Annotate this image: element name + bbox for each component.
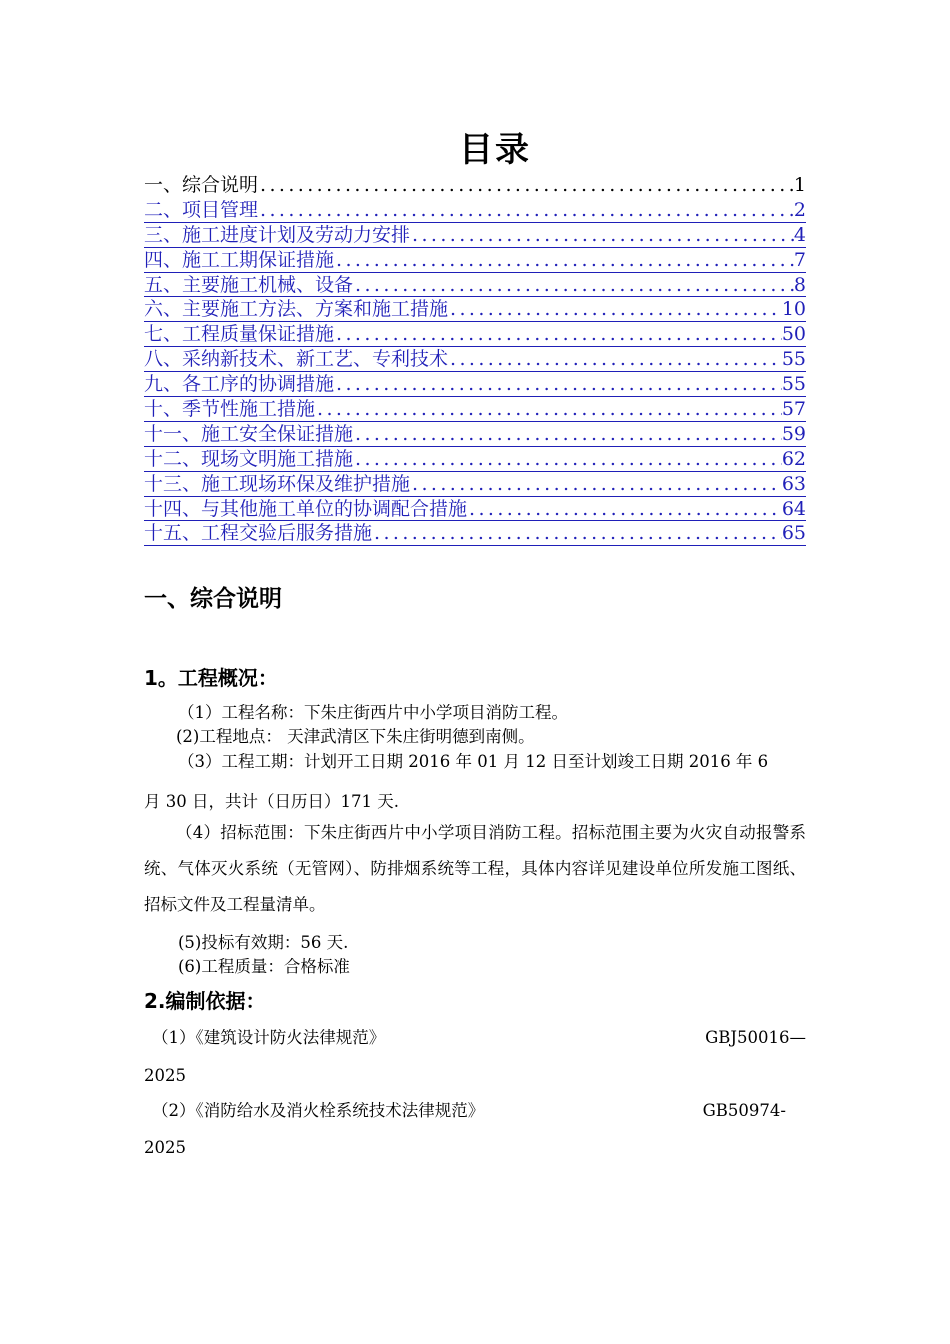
toc-entry-7[interactable]	[144, 322, 806, 347]
toc-entry-4[interactable]	[144, 248, 806, 273]
toc-entry-label: 十四、与其他施工单位的协调配合措施	[144, 497, 468, 520]
toc-leader-dots	[372, 521, 782, 546]
reference-year: 2025	[144, 1138, 186, 1157]
toc-leader-dots	[334, 248, 794, 273]
toc-entry-9[interactable]	[144, 372, 806, 397]
reference-code: GBJ50016—	[705, 1028, 806, 1047]
overview-item-quality: (6)工程质量：合格标准	[178, 957, 350, 976]
toc-entry-page: 55	[781, 348, 806, 371]
reference-year: 2025	[144, 1066, 186, 1085]
overview-item-schedule-cont: 月 30 日，共计（日历日）171 天.	[144, 792, 399, 811]
toc-entry-page: 63	[781, 472, 806, 495]
toc-leader-dots	[258, 198, 794, 223]
toc-entry-label: 七、工程质量保证措施	[144, 323, 335, 346]
toc-entry-page: 4	[793, 223, 806, 246]
toc-entry-2[interactable]	[144, 198, 806, 223]
toc-leader-dots	[410, 472, 782, 497]
toc-entry-label: 二、项目管理	[144, 198, 259, 221]
toc-entry-page: 64	[781, 497, 806, 520]
overview-item-validity: (5)投标有效期：56 天.	[178, 933, 349, 952]
toc-entry-page: 1	[793, 174, 806, 196]
toc-entry-page: 59	[781, 422, 806, 445]
overview-item-bid-scope: （4）招标范围：下朱庄街西片中小学项目消防工程。招标范围主要为火灾自动报警系统、气体灭火系统（无管网）、防排烟系统等工程，具体内容详见建设单位所发施工图纸、招标文件及工程量清单。	[144, 823, 806, 914]
toc-entry-page: 10	[781, 298, 806, 321]
toc-entry-11[interactable]	[144, 422, 806, 447]
toc-entry-label: 九、各工序的协调措施	[144, 373, 335, 396]
overview-item-schedule: （3）工程工期：计划开工日期 2016 年 01 月 12 日至计划竣工日期 2016 年 6	[178, 752, 769, 771]
toc-leader-dots	[353, 422, 782, 447]
toc-entry-label: 三、施工进度计划及劳动力安排	[144, 223, 411, 246]
toc-leader-dots	[353, 273, 794, 298]
table-of-contents	[144, 173, 806, 546]
toc-entry-page: 65	[781, 522, 806, 545]
toc-entry-label: 四、施工工期保证措施	[144, 248, 335, 271]
toc-entry-label: 十二、现场文明施工措施	[144, 447, 354, 470]
toc-leader-dots	[258, 173, 794, 198]
toc-entry-label: 十一、施工安全保证措施	[144, 422, 354, 445]
subsection-heading-overview: 1。工程概况：	[144, 666, 278, 690]
toc-entry-label: 十五、工程交验后服务措施	[144, 522, 373, 545]
toc-entry-15[interactable]	[144, 521, 806, 546]
toc-entry-label: 八、采纳新技术、新工艺、专利技术	[144, 348, 449, 371]
toc-entry-10[interactable]	[144, 397, 806, 422]
toc-leader-dots	[334, 322, 782, 347]
toc-entry-5[interactable]	[144, 273, 806, 298]
toc-leader-dots	[353, 447, 782, 472]
toc-entry-13[interactable]	[144, 472, 806, 497]
toc-leader-dots	[448, 297, 782, 322]
toc-entry-1[interactable]	[144, 173, 806, 198]
toc-entry-label: 十、季节性施工措施	[144, 398, 316, 421]
toc-leader-dots	[334, 372, 782, 397]
toc-entry-6[interactable]	[144, 297, 806, 322]
toc-entry-page: 62	[781, 447, 806, 470]
toc-title: 目录	[459, 130, 531, 170]
toc-leader-dots	[448, 347, 782, 372]
toc-entry-label: 一、综合说明	[144, 174, 259, 196]
reference-title: （2）《消防给水及消火栓系统技术法律规范》	[152, 1101, 485, 1120]
toc-entry-page: 55	[781, 373, 806, 396]
reference-title: （1）《建筑设计防火法律规范》	[152, 1028, 386, 1047]
section-heading: 一、综合说明	[144, 586, 282, 612]
toc-entry-3[interactable]	[144, 223, 806, 248]
toc-entry-label: 六、主要施工方法、方案和施工措施	[144, 298, 449, 321]
toc-entry-page: 7	[793, 248, 806, 271]
toc-entry-page: 2	[793, 198, 806, 221]
toc-entry-page: 50	[781, 323, 806, 346]
toc-entry-label: 五、主要施工机械、设备	[144, 273, 354, 296]
toc-leader-dots	[315, 397, 782, 422]
subsection-heading-basis: 2.编制依据：	[144, 989, 266, 1013]
toc-leader-dots	[410, 223, 794, 248]
overview-item-location: (2)工程地点： 天津武清区下朱庄街明德到南侧。	[176, 727, 535, 746]
overview-item-project-name: （1）工程名称：下朱庄街西片中小学项目消防工程。	[178, 703, 568, 722]
toc-entry-label: 十三、施工现场环保及维护措施	[144, 472, 411, 495]
reference-code: GB50974-	[702, 1101, 786, 1120]
toc-entry-8[interactable]	[144, 347, 806, 372]
toc-entry-14[interactable]	[144, 497, 806, 522]
toc-entry-page: 8	[793, 273, 806, 296]
toc-entry-page: 57	[781, 398, 806, 421]
toc-leader-dots	[467, 497, 782, 522]
toc-entry-12[interactable]	[144, 447, 806, 472]
